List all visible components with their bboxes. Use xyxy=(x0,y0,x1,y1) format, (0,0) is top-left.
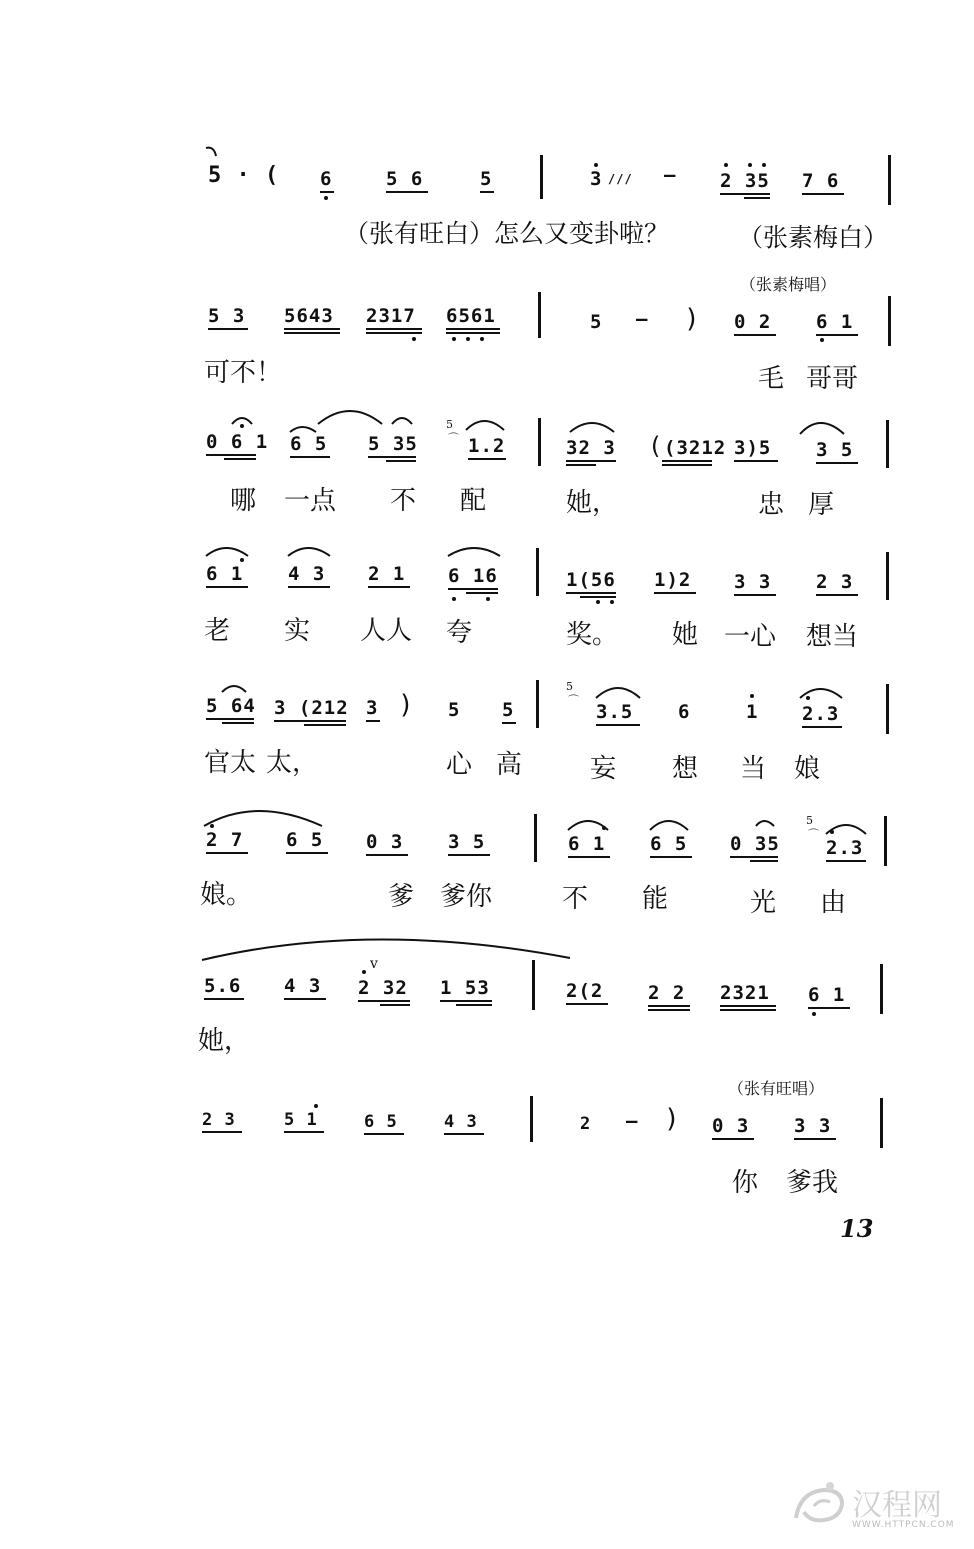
note: 0 3 xyxy=(712,1115,750,1137)
note: 4 3 xyxy=(284,975,322,997)
underline xyxy=(284,1131,324,1133)
note: 2317 xyxy=(366,305,416,327)
underline xyxy=(202,1131,242,1133)
underline xyxy=(648,1009,690,1011)
lyric: 由 xyxy=(820,888,847,918)
underline xyxy=(720,1005,776,1007)
underline xyxy=(566,1003,608,1005)
note: 2 32 xyxy=(358,977,408,999)
underline xyxy=(364,1133,404,1135)
tremolo-mark: /// xyxy=(608,172,633,186)
note: 3 3 xyxy=(734,571,772,593)
lyric: 妄 xyxy=(590,754,617,784)
note: 6 1 xyxy=(568,833,606,855)
lyric: 老 xyxy=(204,616,231,646)
note: 3.5 xyxy=(596,701,634,723)
lyric: 高 xyxy=(496,750,523,780)
note: 5 64 xyxy=(206,695,256,717)
lyric: 她， xyxy=(198,1026,251,1056)
note: 6 5 xyxy=(650,833,688,855)
lyric: 一心 xyxy=(724,622,777,652)
grace-slur: ⌒ xyxy=(808,828,819,841)
underline xyxy=(444,1133,484,1135)
octave-dot xyxy=(812,1012,816,1016)
barline xyxy=(880,1098,883,1148)
bracket: ) xyxy=(398,690,415,720)
lyric: 爹 xyxy=(388,882,415,912)
note: 6 16 xyxy=(448,565,498,587)
note: 5 35 xyxy=(368,433,418,455)
note: 4 3 xyxy=(444,1112,478,1132)
bracket: ( xyxy=(648,432,664,460)
lyric: 哥哥 xyxy=(806,364,859,394)
underline xyxy=(720,1009,776,1011)
note: 2321 xyxy=(720,982,770,1004)
note: (3212 xyxy=(664,437,727,459)
note: 3 (212 xyxy=(274,697,349,719)
note: 5 xyxy=(590,311,603,333)
lyric: 能 xyxy=(642,884,669,914)
grace-note: 5 xyxy=(446,418,453,431)
dash: — xyxy=(636,308,649,330)
spoken-line: （张有旺白）怎么又变卦啦？ xyxy=(344,219,670,248)
lyric: 配 xyxy=(460,486,487,516)
note: 6 xyxy=(678,701,691,723)
grace-slur: ⌒ xyxy=(568,694,579,707)
lyric: 娘 xyxy=(794,754,821,784)
lyric: 不 xyxy=(390,486,417,516)
note: 2 xyxy=(580,1114,592,1134)
note: 7 6 xyxy=(802,170,840,192)
note: 3 xyxy=(366,697,379,719)
watermark xyxy=(790,1478,962,1538)
singer-tag: （张有旺唱） xyxy=(728,1079,825,1098)
note: 3)5 xyxy=(734,437,772,459)
underline xyxy=(358,1000,410,1002)
dash: — xyxy=(664,164,677,186)
note: 0 6 1 xyxy=(206,431,269,453)
note: 5 3 xyxy=(208,305,246,327)
note: 6 5 xyxy=(364,1112,398,1132)
breath-mark: v xyxy=(370,956,378,972)
note: 1 xyxy=(746,701,759,723)
spoken-line: （张素梅白） xyxy=(738,223,889,252)
watermark-text: 汉程网 xyxy=(852,1488,942,1523)
lyric: 哪 xyxy=(230,486,257,516)
note: 6 5 xyxy=(290,433,328,455)
lyric: 娘。 xyxy=(200,880,253,910)
note: 2.3 xyxy=(826,837,864,859)
lyric: 你 xyxy=(732,1168,759,1198)
lyric: 她， xyxy=(566,488,619,518)
underline xyxy=(204,998,244,1000)
note: 1(56 xyxy=(566,569,616,591)
note: 2 7 xyxy=(206,829,244,851)
note: 5 xyxy=(502,699,515,721)
lyric: 忠 xyxy=(758,490,785,520)
note: 2 35 xyxy=(720,170,770,192)
note: 0 2 xyxy=(734,311,772,333)
bracket: ) xyxy=(684,304,701,334)
note: 2 3 xyxy=(202,1110,236,1130)
barline xyxy=(532,960,535,1010)
octave-dot xyxy=(362,970,366,974)
lyric: 奖。 xyxy=(566,620,619,650)
note: 2(2 xyxy=(566,980,604,1002)
lyric: 不 xyxy=(562,884,589,914)
note: 5 · ( xyxy=(208,163,280,188)
underline xyxy=(808,1007,850,1009)
note: 2 2 xyxy=(648,982,686,1004)
dash: — xyxy=(626,1110,639,1132)
note: 5 xyxy=(480,168,493,190)
underline xyxy=(712,1138,754,1140)
lyric: 当 xyxy=(740,754,767,784)
lyric: 想当 xyxy=(806,622,859,652)
lyric: 心 xyxy=(446,750,473,780)
grace-slur: ⌒ xyxy=(448,432,459,445)
underline xyxy=(456,1004,492,1006)
watermark-logo-icon xyxy=(790,1478,850,1536)
grace-note: 5 xyxy=(566,680,573,693)
underline xyxy=(648,1005,690,1007)
note: 5 6 xyxy=(386,168,424,190)
lyric: 夸 xyxy=(446,618,473,648)
note: 1)2 xyxy=(654,569,692,591)
watermark-url: WWW.HTTPCN.COM xyxy=(852,1520,955,1530)
octave-dot xyxy=(314,1104,318,1108)
note: 3 5 xyxy=(448,831,486,853)
underline xyxy=(284,998,326,1000)
note: 6 1 xyxy=(808,984,846,1006)
note: 6 xyxy=(320,168,333,190)
note: 5643 xyxy=(284,305,334,327)
grace-note: 5 xyxy=(806,814,813,827)
note: 32 3 xyxy=(566,437,616,459)
lyric: 想 xyxy=(672,754,699,784)
lyric: 她 xyxy=(672,620,699,650)
note: 2 1 xyxy=(368,563,406,585)
lyric: 厚 xyxy=(808,490,835,520)
note: 3 3 xyxy=(794,1115,832,1137)
note: 1 53 xyxy=(440,977,490,999)
lyric: 爹你 xyxy=(440,882,493,912)
underline xyxy=(380,1004,410,1006)
lyric: 太， xyxy=(266,748,319,778)
note: 5 xyxy=(448,699,461,721)
underline xyxy=(794,1138,836,1140)
lyric: 官太 xyxy=(204,748,257,778)
lyric: 人人 xyxy=(360,616,413,646)
note: 2 3 xyxy=(816,571,854,593)
note: 2.3 xyxy=(802,703,840,725)
note: 6 5 xyxy=(286,829,324,851)
note: 6561 xyxy=(446,305,496,327)
underline xyxy=(440,1000,492,1002)
page-number: 13 xyxy=(840,1214,874,1243)
lyric: 实 xyxy=(284,616,311,646)
lyric: 毛 xyxy=(758,364,785,394)
note: 6 1 xyxy=(206,563,244,585)
barline xyxy=(530,1096,533,1142)
bracket: ) xyxy=(664,1104,681,1134)
note: 0 3 xyxy=(366,831,404,853)
singer-tag: （张素梅唱） xyxy=(740,275,837,294)
note: 5 1 xyxy=(284,1110,318,1130)
note: 3 5 xyxy=(816,439,854,461)
barline xyxy=(880,964,883,1014)
note: 6 1 xyxy=(816,311,854,333)
lyric: 光 xyxy=(750,888,777,918)
note: 4 3 xyxy=(288,563,326,585)
lyric: 爹我 xyxy=(786,1168,839,1198)
note: 3 xyxy=(590,168,603,190)
lyric: 可不！ xyxy=(204,358,283,388)
lyric: 一点 xyxy=(284,486,337,516)
note: 1.2 xyxy=(468,435,506,457)
note: 0 35 xyxy=(730,833,780,855)
note: 5.6 xyxy=(204,975,242,997)
